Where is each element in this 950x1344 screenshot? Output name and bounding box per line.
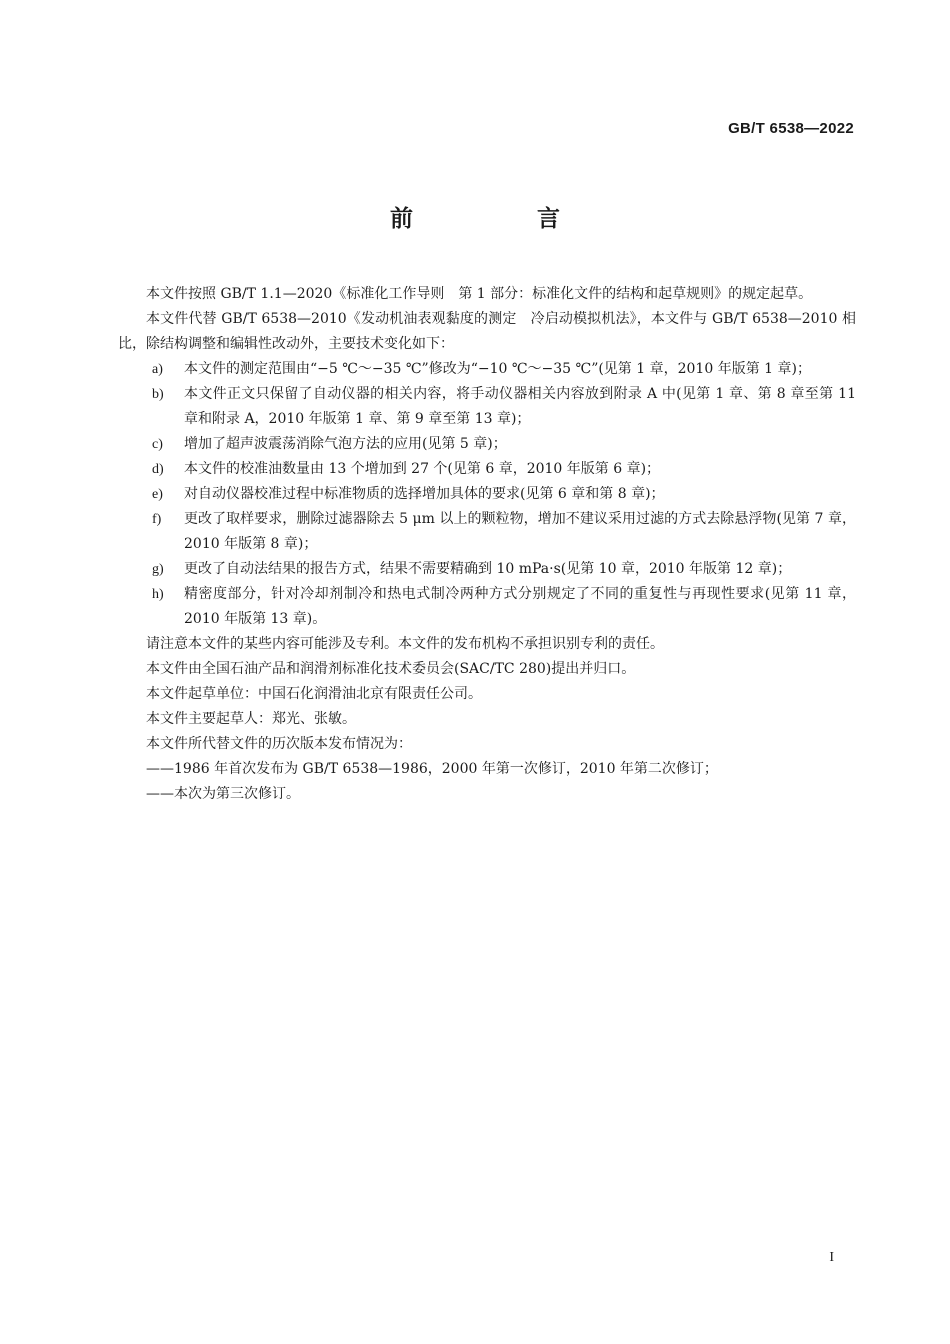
list-item-text: 对自动仪器校准过程中标准物质的选择增加具体的要求(见第 6 章和第 8 章)； (184, 486, 665, 502)
list-marker: d) (152, 462, 164, 477)
version-history-item: ——本次为第三次修订。 (146, 786, 300, 802)
list-marker: e) (152, 487, 163, 502)
list-marker: c) (152, 437, 163, 452)
list-item (118, 382, 856, 432)
document-number: GB/T 6538—2022 (728, 120, 854, 137)
paragraph-replacement: 本文件代替 GB/T 6538—2010《发动机油表观黏度的测定 冷启动模拟机法》，本文件与 GB/T 6538—2010 相比，除结构调整和编辑性改动外，主要技术变化如下： (118, 311, 856, 352)
list-item-text: 本文件正文只保留了自动仪器的相关内容，将手动仪器相关内容放到附录 A 中(见第 1 章、第 8 章至第 11 章和附录 A，2010 年版第 1 章、第 9 章至第 13 章)； (184, 386, 856, 427)
list-item (118, 507, 856, 557)
patent-notice: 请注意本文件的某些内容可能涉及专利。本文件的发布机构不承担识别专利的责任。 (146, 636, 664, 652)
list-marker: b) (152, 387, 164, 402)
drafting-organization: 本文件起草单位：中国石化润滑油北京有限责任公司。 (146, 686, 482, 702)
list-item-text: 本文件的测定范围由“−5 ℃～−35 ℃”修改为“−10 ℃～−35 ℃”(见第 1 章，2010 年版第 1 章)； (184, 361, 811, 377)
list-item-text: 本文件的校准油数量由 13 个增加到 27 个(见第 6 章，2010 年版第 6 章)； (184, 461, 661, 477)
list-marker: f) (152, 512, 162, 527)
list-item-text: 更改了自动法结果的报告方式，结果不需要精确到 10 mPa·s(见第 10 章，2010 年版第 12 章)； (184, 561, 792, 577)
list-item (118, 482, 856, 507)
list-marker: a) (152, 362, 163, 377)
technical-changes-list (118, 357, 856, 632)
list-item (118, 357, 856, 382)
list-marker: h) (152, 587, 164, 602)
page-number: I (829, 1250, 834, 1265)
version-history-item: ——1986 年首次发布为 GB/T 6538—1986，2000 年第一次修订，2010 年第二次修订； (146, 761, 718, 777)
paragraph-drafting-rules: 本文件按照 GB/T 1.1—2020《标准化工作导则 第 1 部分：标准化文件的结构和起草规则》的规定起草。 (146, 286, 813, 302)
list-item (118, 457, 856, 482)
proposing-committee: 本文件由全国石油产品和润滑剂标准化技术委员会(SAC/TC 280)提出并归口。 (146, 661, 636, 677)
list-marker: g) (152, 562, 164, 577)
list-item-text: 更改了取样要求，删除过滤器除去 5 μm 以上的颗粒物，增加不建议采用过滤的方式去除悬浮物(见第 7 章，2010 年版第 8 章)； (184, 511, 856, 552)
foreword-body (118, 282, 856, 807)
list-item-text: 增加了超声波震荡消除气泡方法的应用(见第 5 章)； (184, 436, 507, 452)
list-item (118, 557, 856, 582)
list-item (118, 432, 856, 457)
version-history-intro: 本文件所代替文件的历次版本发布情况为： (146, 736, 412, 752)
list-item (118, 582, 856, 632)
list-item-text: 精密度部分，针对冷却剂制冷和热电式制冷两种方式分别规定了不同的重复性与再现性要求(见第 11 章，2010 年版第 13 章)。 (184, 586, 856, 627)
main-drafters: 本文件主要起草人：郑光、张敏。 (146, 711, 356, 727)
page-title: 前 言 (389, 206, 618, 232)
